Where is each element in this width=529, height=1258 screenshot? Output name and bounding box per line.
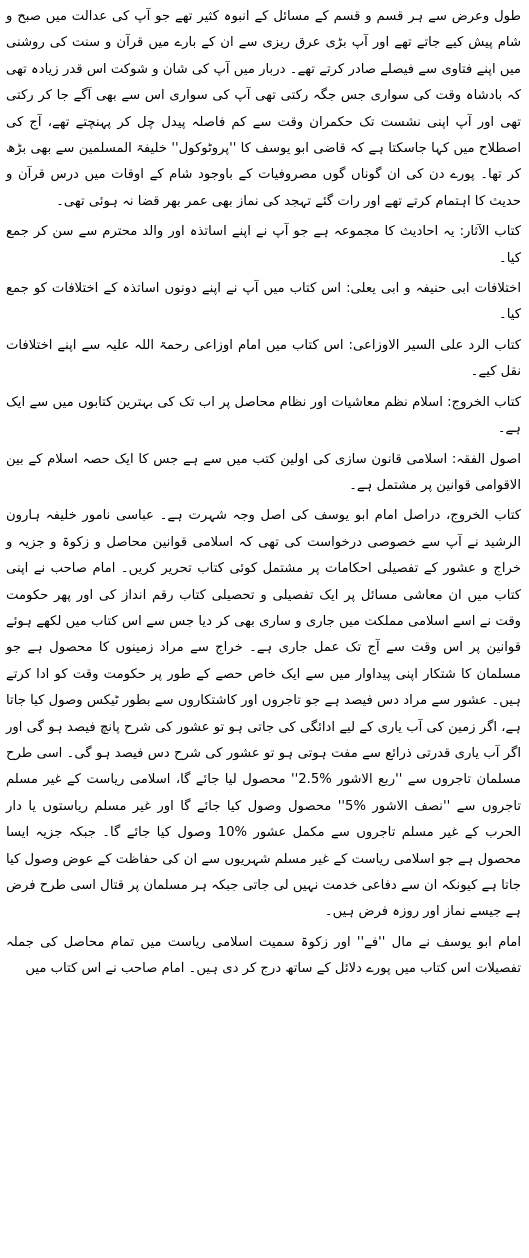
paragraph-fay-and-zakat: امام ابو یوسف نے مال ''فے'' اور زکوۃ سمیت اسلامی ریاست میں تمام محاصل کی جملہ تفصیلات اس کتاب میں پورے دلائل کے ساتھ درج کر دی ہیں۔ امام صاحب نے اس کتاب میں [6,934,521,977]
paragraph-ikhtilafat: اختلافات ابی حنیفہ و ابی یعلی: اس کتاب میں آپ نے اپنے دونوں اساتذہ کے اختلافات کو جمع کیا۔ [6,281,521,323]
paragraph-court-and-routine: طول وعرض سے ہر قسم و قسم کے مسائل کے انبوہ کثیر تھے جو آپ کی عدالت میں صبح و شام پیش کیے جاتے تھے اور آپ بڑی عرق ریزی سے ان کے بارے میں قرآن و سنت کی روشنی میں اپنے فتاوی سے فیصلے صادر کرتے تھے۔ دربار میں آپ کی شان و شوکت اس قدر زیادہ تھی کہ بادشاہ وقت کی سواری جس جگہ رکتی تھی آپ کی سواری اس سے بھی آگے جا کر رکتی تھی اور آپ اپنی نشست تک حکمران وقت سے کم فاصلہ پیدل چل کر پہنچتے تھے، آج کی اصطلاح میں کہا جاسکتا ہے کہ قاضی ابو یوسف کا ''پروٹوکول'' خلیفۃ المسلمین سے بھی بڑھ کر تھا۔ پورے دن کی ان گوناں گوں مصروفیات کے باوجود شام کے اوقات میں درس قرآن و حدیث کا اہتمام کرتے تھے اور رات گئے تہجد کی نماز بھی عمر بھر قضا نہ ہوئی تھی۔ [6,9,521,209]
paragraph-usul-al-fiqh: اصول الفقہ: اسلامی قانون سازی کی اولین کتب میں سے ہے جس کا ایک حصہ اسلام کے بین الاقوامی قوانین پر مشتمل ہے۔ [6,451,521,493]
paragraph-kitab-al-kharaj: کتاب الخروج: اسلام نظم معاشیات اور نظام محاصل پر اب تک کی بہترین کتابوں میں سے ایک ہے۔ [6,394,521,437]
paragraph-kitab-al-athar: کتاب الآثار: یہ احادیث کا مجموعہ ہے جو آپ نے اپنے اساتذہ اور والد محترم سے سن کر جمع کیا۔ [6,224,521,266]
paragraph-radd-awzai: کتاب الرد علی السیر الاوزاعی: اس کتاب میں امام اوزاعی رحمۃ اللہ علیہ سے اپنے اختلافات نقل کیے۔ [6,337,521,380]
paragraph-kharaj-detail: کتاب الخروج، دراصل امام ابو یوسف کی اصل وجہ شہرت ہے۔ عباسی نامور خلیفہ ہارون الرشید نے آپ سے خصوصی درخواست کی تھی کہ اسلامی قوانین محاصل و زکوۃ و جزیہ و خراج و عشور کے تفصیلی احکامات پر مشتمل کوئی کتاب تحریر کریں۔ امام صاحب نے اپنی کتاب میں ان معاشی مسائل پر ایک تفصیلی و تحصیلی کتاب رقم انداز کی اور پھر حکومت وقت نے اسے اسلامی مملکت میں جاری و ساری بھی کر دیا جس سے اس کتاب میں لکھے ہوئے قوانین پر اس وقت سے آج تک عمل جاری ہے۔ خراج سے مراد زمینوں کا محصول ہے جو مسلمان کا شتکار اپنی پیداوار میں سے ایک خاص حصے کے طور پر حکومت وقت کو ادا کرتے ہیں۔ عشور سے مراد دس فیصد ہے جو تاجروں اور کاشتکاروں سے بطور ٹیکس وصول کیا جاتا ہے، اگر زمین کی آب یاری کے لیے ادائگی کی جاتی ہو تو عشور کی شرح پانچ فیصد ہو گی اور اگر آب یاری قدرتی ذرائع سے مفت ہوتی ہو تو عشور کی شرح دس فیصد ہو گی۔ اسی طرح مسلمان تاجروں سے ''ربع الاشور %2.5'' محصول لیا جائے گا، اسلامی ریاست کے غیر مسلم تاجروں سے ''نصف الاشور %5'' محصول وصول کیا جائے گا اور غیر مسلم ریاستوں یا دار الحرب کے غیر مسلم تاجروں سے مکمل عشور %10 وصول کیا جائے گا۔ جبکہ جزیہ ایسا محصول ہے جو اسلامی ریاست کے غیر مسلم شہریوں سے ان کی حفاظت کے عوض وصول کیا جاتا ہے کیونکہ ان سے دفاعی خدمت نہیں لی جاتی جبکہ ہر مسلمان پر قتال اسی طرح فرض ہے جیسے نماز اور روزہ فرض ہیں۔ [6,508,522,920]
